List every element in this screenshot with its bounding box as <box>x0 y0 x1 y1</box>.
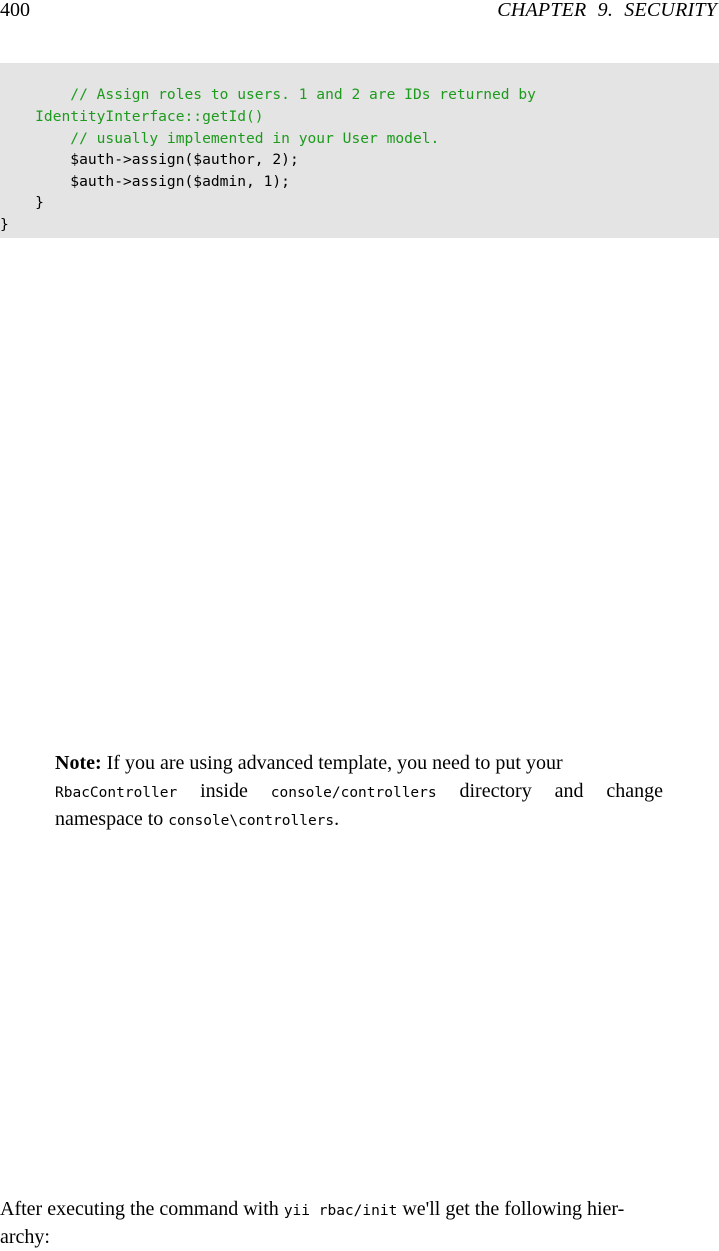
inline-code: RbacController <box>55 785 178 801</box>
paragraph-line-1 <box>0 1195 719 1223</box>
note-line-3 <box>55 805 663 833</box>
code-block <box>0 63 719 238</box>
page-header <box>0 0 719 24</box>
inline-code: console\controllers <box>168 813 335 829</box>
paragraph-text: we'll get the following hier- <box>402 1198 625 1220</box>
note-word: directory <box>459 780 532 802</box>
running-head: CHAPTER 9. SECURITY <box>497 0 717 21</box>
note-word: change <box>606 780 663 802</box>
note-word: inside <box>200 780 248 802</box>
inline-code: console/controllers <box>270 785 437 801</box>
note-line-2 <box>55 777 663 805</box>
page-number: 400 <box>0 0 30 21</box>
inline-code: yii rbac/init <box>283 1203 398 1219</box>
code-line: // usually implemented in your User model. <box>0 130 440 147</box>
paragraph-line-2: archy: <box>0 1226 50 1248</box>
code-line: $auth->assign($author, 2); <box>0 151 299 168</box>
code-line: } <box>0 216 9 233</box>
note-line-1 <box>55 749 663 777</box>
note-text: If you are using advanced template, you need to put your <box>106 752 563 774</box>
note-box <box>55 749 663 833</box>
note-text: namespace to <box>55 808 164 830</box>
note-text: . <box>334 808 340 830</box>
body-paragraph <box>0 1195 719 1251</box>
note-label: Note: <box>55 752 102 774</box>
code-line: IdentityInterface::getId() <box>0 108 264 125</box>
code-line: $auth->assign($admin, 1); <box>0 173 290 190</box>
note-word: and <box>554 780 584 802</box>
code-line: } <box>0 194 44 211</box>
code-line: // Assign roles to users. 1 and 2 are IDs returned by <box>0 86 536 103</box>
paragraph-text: After executing the command with <box>0 1198 279 1220</box>
